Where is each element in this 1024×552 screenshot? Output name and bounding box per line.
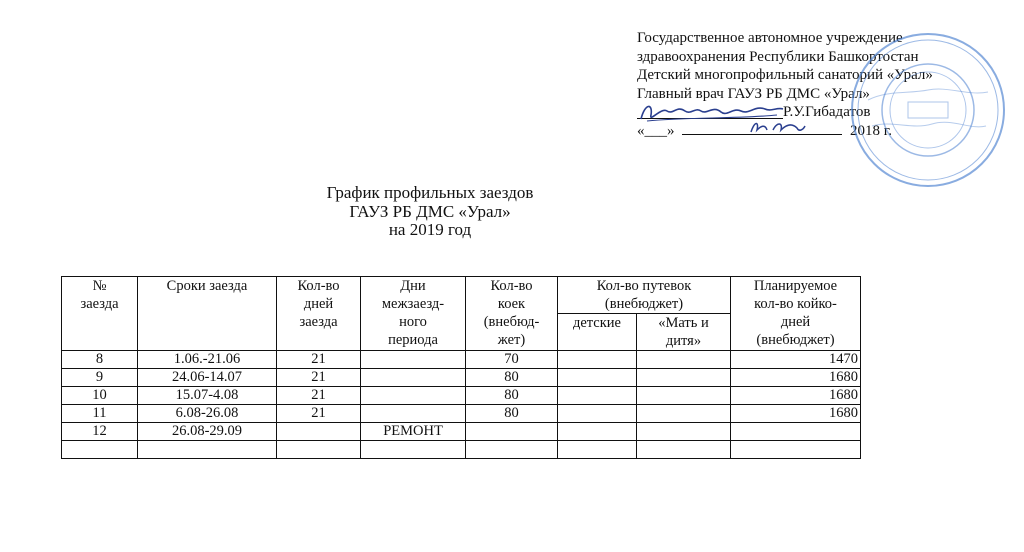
signer-name: Р.У.Гибадатов: [783, 104, 871, 120]
cell-children: [558, 405, 637, 423]
table-row: [62, 369, 861, 387]
cell-num: 12: [62, 423, 138, 441]
cell-mother-child: [637, 387, 731, 405]
cell-num: 9: [62, 369, 138, 387]
handwritten-date: [747, 116, 807, 138]
cell-days: 21: [277, 369, 361, 387]
document-title: [300, 184, 560, 240]
cell-num: 8: [62, 351, 138, 369]
cell-days: [277, 423, 361, 441]
table-row: [62, 405, 861, 423]
cell-interval: [361, 387, 466, 405]
cell-beds: 80: [466, 387, 558, 405]
header-text: (внебюд-: [483, 314, 540, 330]
cell-num: [62, 441, 138, 459]
cell-days: [277, 441, 361, 459]
cell-plan: [731, 423, 861, 441]
table-row: [62, 351, 861, 369]
cell-dates: 1.06.-21.06: [138, 351, 277, 369]
header-text: коек: [497, 296, 526, 312]
title-line: График профильных заездов: [326, 183, 534, 202]
header-vouchers: [558, 277, 731, 314]
header-text: (внебюджет): [756, 332, 835, 348]
approval-line: Детский многопрофильный санаторий «Урал»: [637, 67, 933, 83]
approval-line: Государственное автономное учреждение: [637, 30, 903, 46]
header-plan: [731, 277, 861, 351]
header-days: [277, 277, 361, 351]
cell-beds: 70: [466, 351, 558, 369]
cell-children: [558, 423, 637, 441]
cell-beds: 80: [466, 369, 558, 387]
cell-beds: [466, 441, 558, 459]
cell-mother-child: [637, 423, 731, 441]
cell-plan: 1680: [731, 405, 861, 423]
cell-children: [558, 369, 637, 387]
header-dates: Сроки заезда: [138, 277, 277, 351]
header-text: заезда: [299, 314, 338, 330]
header-text: периода: [388, 332, 438, 348]
cell-plan: 1470: [731, 351, 861, 369]
cell-plan: 1680: [731, 387, 861, 405]
header-text: «Мать и: [658, 315, 709, 331]
header-text: дней: [303, 296, 334, 312]
header-text: Кол-во: [297, 278, 340, 294]
table-row: [62, 387, 861, 405]
title-line: ГАУЗ РБ ДМС «Урал»: [349, 201, 511, 221]
cell-num: 10: [62, 387, 138, 405]
cell-interval: [361, 441, 466, 459]
header-text: (внебюджет): [604, 296, 684, 312]
cell-days: 21: [277, 351, 361, 369]
cell-plan: 1680: [731, 369, 861, 387]
header-text: Дни: [400, 278, 426, 294]
header-text: Кол-во: [490, 278, 533, 294]
cell-beds: [466, 423, 558, 441]
cell-interval: [361, 369, 466, 387]
cell-beds: 80: [466, 405, 558, 423]
cell-mother-child: [637, 351, 731, 369]
cell-interval: [361, 351, 466, 369]
header-text: дней: [780, 314, 811, 330]
cell-days: 21: [277, 387, 361, 405]
table-row: [62, 441, 861, 459]
cell-mother-child: [637, 441, 731, 459]
header-text: Планируемое: [753, 278, 838, 294]
table-row: [62, 423, 861, 441]
cell-dates: 15.07-4.08: [138, 387, 277, 405]
cell-interval: [361, 405, 466, 423]
cell-mother-child: [637, 405, 731, 423]
header-text: заезда: [80, 296, 119, 312]
cell-dates: 24.06-14.07: [138, 369, 277, 387]
cell-dates: 6.08-26.08: [138, 405, 277, 423]
official-seal: [848, 30, 1008, 190]
header-text: дитя»: [665, 333, 702, 349]
header-num: [62, 277, 138, 351]
cell-num: 11: [62, 405, 138, 423]
cell-dates: [138, 441, 277, 459]
approval-line: здравоохранения Республики Башкортостан: [637, 48, 919, 65]
approval-line: Главный врач ГАУЗ РБ ДМС «Урал»: [637, 85, 870, 102]
header-text: ного: [399, 314, 427, 330]
date-day-placeholder: «___»: [637, 122, 675, 139]
cell-days: 21: [277, 405, 361, 423]
header-text: межзаезд-: [381, 296, 445, 312]
cell-children: [558, 351, 637, 369]
header-text: кол-во койко-: [754, 296, 837, 312]
header-children: детские: [558, 314, 637, 351]
date-year: 2018 г.: [850, 122, 892, 139]
header-text: Кол-во путевок: [596, 278, 692, 294]
cell-plan: [731, 441, 861, 459]
cell-children: [558, 441, 637, 459]
header-interval: [361, 277, 466, 351]
header-text: №: [92, 278, 107, 294]
cell-mother-child: [637, 369, 731, 387]
header-mother-child: [637, 314, 731, 351]
title-line: на 2019 год: [388, 220, 472, 239]
header-beds: [466, 277, 558, 351]
header-row: [62, 277, 861, 314]
header-text: жет): [497, 332, 526, 348]
cell-children: [558, 387, 637, 405]
cell-interval: РЕМОНТ: [361, 423, 466, 441]
cell-dates: 26.08-29.09: [138, 423, 277, 441]
schedule-table: [61, 276, 861, 459]
